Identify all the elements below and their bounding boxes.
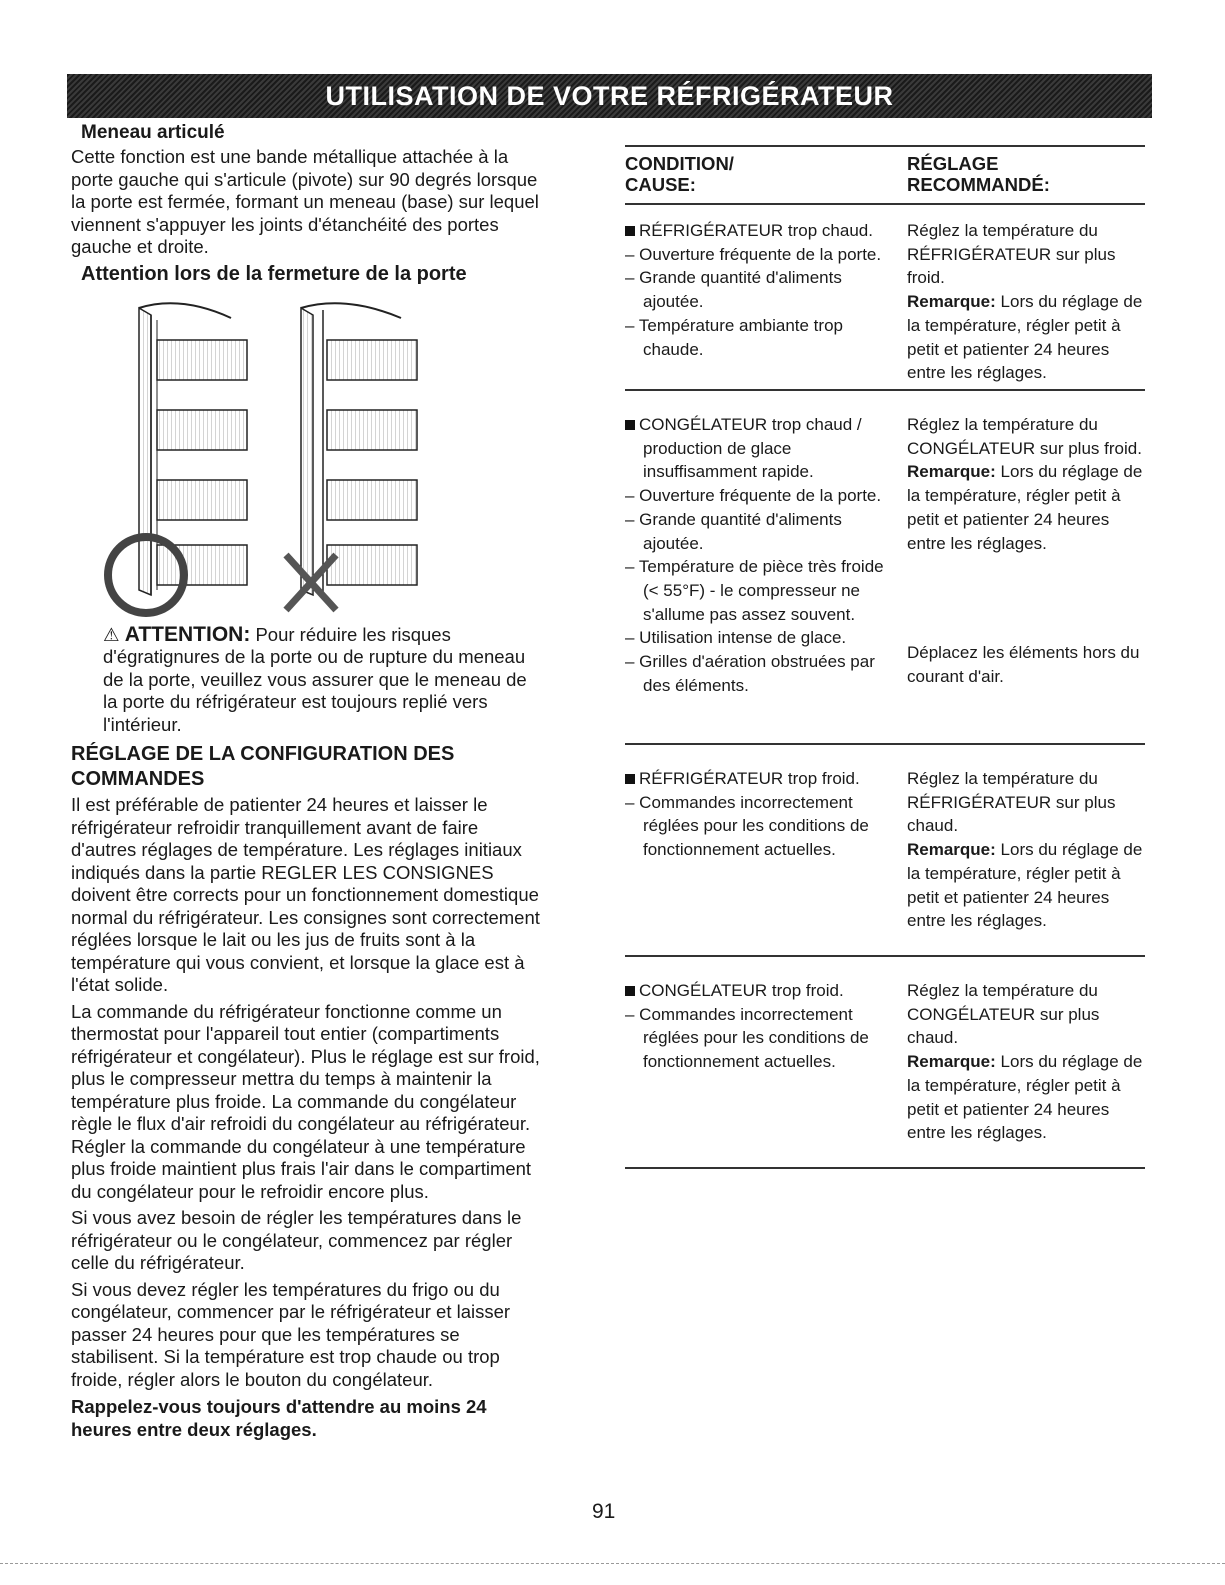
troubleshooting-table [625,145,1145,1169]
door-mullion-illustration [91,290,511,620]
cause-item: – Ouverture fréquente de la porte. [625,244,882,264]
row-cause [625,219,900,361]
table-row [625,205,1145,391]
remedy-text-extra: Déplacez les éléments hors du courant d'air. [907,643,1140,686]
condition-label [625,413,900,484]
incorrect-door-drawing [286,303,417,610]
note-text: Lors du réglage de la température, régler petit à petit et patienter 24 heures entre les réglages. [907,840,1143,931]
cause-item: – Grilles d'aération obstruées par des éléments. [625,652,875,695]
paragraph-controls-1: Il est préférable de patienter 24 heures et laisser le réfrigérateur refroidir tranquillement avant de faire d'autres réglages de température. Les réglages initiaux indiqués dans la partie REGLER LES CONSIGNES doivent être corrects pour un fonctionnement domestique normal du réfrigérateur. Les consignes sont correctement réglées lorsque le lait ou les jus de fruits sont à la température qui vous convient, et lorsque la glace est à l'état solide. [71,794,540,995]
header-setting-line2: RECOMMANDÉ: [907,174,1050,195]
subheading-door-closing: Attention lors de la fermeture de la porte [81,262,467,285]
paragraph-meneau: Cette fonction est une bande métallique attachée à la porte gauche qui s'articule (pivote) sur 90 degrés lorsque la porte est fermée, formant un meneau (base) sur lequel viennent s'appuyer les joints d'étanchéité des portes gauche et droite. [71,146,539,257]
reminder-note: Rappelez-vous toujours d'attendre au moins 24 heures entre deux réglages. [71,1396,487,1440]
table-row [625,391,1145,745]
note-text: Lors du réglage de la température, régler petit à petit et patienter 24 heures entre les réglages. [907,1052,1143,1143]
cause-item: – Commandes incorrectement réglées pour les conditions de fonctionnement actuelles. [625,1004,869,1072]
header-condition-line2: CAUSE: [625,174,696,195]
row-remedy [907,413,1147,689]
cause-item: – Commandes incorrectement réglées pour les conditions de fonctionnement actuelles. [625,792,869,860]
paragraph-controls-2: La commande du réfrigérateur fonctionne comme un thermostat pour l'appareil tout entier (compartiments réfrigérateur et congélateur). Plus le réglage est sur froid, plus le compresseur mettra du temps à maintenir la température plus froide. La commande du congélateur règle le flux d'air refroidi du congélateur au réfrigérateur. Régler la commande du congélateur à une température plus froide maintient plus frais l'air dans le compartiment du congélateur pour le refroidir encore plus. [71,1000,540,1202]
remedy-text: Réglez la température du RÉFRIGÉRATEUR sur plus froid. [907,221,1116,288]
note-text: Lors du réglage de la température, régler petit à petit et patienter 24 heures entre les réglages. [907,292,1143,383]
note-label: Remarque: [907,840,996,860]
condition-text: CONGÉLATEUR trop chaud / production de glace insuffisamment rapide. [639,415,862,482]
cause-item: – Utilisation intense de glace. [625,628,847,648]
row-cause [625,413,900,697]
row-remedy [907,219,1147,385]
remedy-text: Réglez la température du CONGÉLATEUR sur plus froid. [907,415,1142,458]
note-label: Remarque: [907,292,996,312]
correct-door-drawing [108,303,247,613]
attention-label: ATTENTION: [124,622,251,646]
paragraph-controls-4: Si vous devez régler les températures du frigo ou du congélateur, commencer par le réfrigérateur et laisser passer 24 heures pour que les températures se stabilisent. Si la température est trop chaude ou trop froide, régler alors le bouton du congélateur. [71,1278,511,1390]
row-remedy [907,767,1147,933]
condition-label [625,767,900,791]
bottom-divider [0,1563,1225,1564]
condition-label [625,979,900,1003]
note-text: Lors du réglage de la température, régler petit à petit et patienter 24 heures entre les réglages. [907,462,1143,553]
header-condition [625,153,734,195]
left-column [71,118,541,1441]
remedy-text: Réglez la température du RÉFRIGÉRATEUR sur plus chaud. [907,769,1116,836]
condition-label [625,219,900,243]
table-row [625,957,1145,1169]
attention-note [71,624,541,737]
bullet-square-icon [625,986,635,996]
row-cause [625,979,900,1074]
section-title-controls: RÉGLAGE DE LA CONFIGURATION DES COMMANDES [71,743,455,790]
condition-text: RÉFRIGÉRATEUR trop chaud. [639,221,873,240]
note-label: Remarque: [907,1052,996,1072]
row-cause [625,767,900,862]
cause-item: – Température ambiante trop chaude. [625,315,843,359]
table-row [625,745,1145,957]
paragraph-controls-3: Si vous avez besoin de régler les températures dans le réfrigérateur ou le congélateur, commencez par régler celle du réfrigérateur. [71,1207,522,1273]
door-mullion-drawing [91,290,511,620]
bullet-square-icon [625,774,635,784]
note-label: Remarque: [907,462,996,482]
bullet-square-icon [625,226,635,236]
attention-text: Pour réduire les risques d'égratignures de la porte ou de rupture du meneau de la porte, veuillez vous assurer que le meneau de la porte du réfrigérateur est toujours replié vers l'intérieur. [103,623,527,735]
page-number: 91 [592,1500,616,1523]
row-remedy [907,979,1147,1145]
page-banner: UTILISATION DE VOTRE RÉFRIGÉRATEUR [67,74,1152,118]
table-header [625,145,1145,205]
condition-text: RÉFRIGÉRATEUR trop froid. [639,769,860,788]
bullet-square-icon [625,420,635,430]
cause-item: – Grande quantité d'aliments ajoutée. [625,268,842,312]
remedy-text: Réglez la température du CONGÉLATEUR sur plus chaud. [907,981,1100,1048]
subheading-meneau: Meneau articulé [81,122,225,143]
header-condition-line1: CONDITION/ [625,153,734,174]
condition-text: CONGÉLATEUR trop froid. [639,981,844,1000]
cause-item: – Ouverture fréquente de la porte. [625,486,882,506]
warning-triangle-icon: ⚠ [103,623,120,645]
cause-item: – Grande quantité d'aliments ajoutée. [625,509,842,553]
header-setting-line1: RÉGLAGE [907,153,999,174]
header-setting [907,153,1050,195]
cause-item: – Température de pièce très froide (< 55°F) - le compresseur ne s'allume pas assez souvent. [625,557,884,624]
